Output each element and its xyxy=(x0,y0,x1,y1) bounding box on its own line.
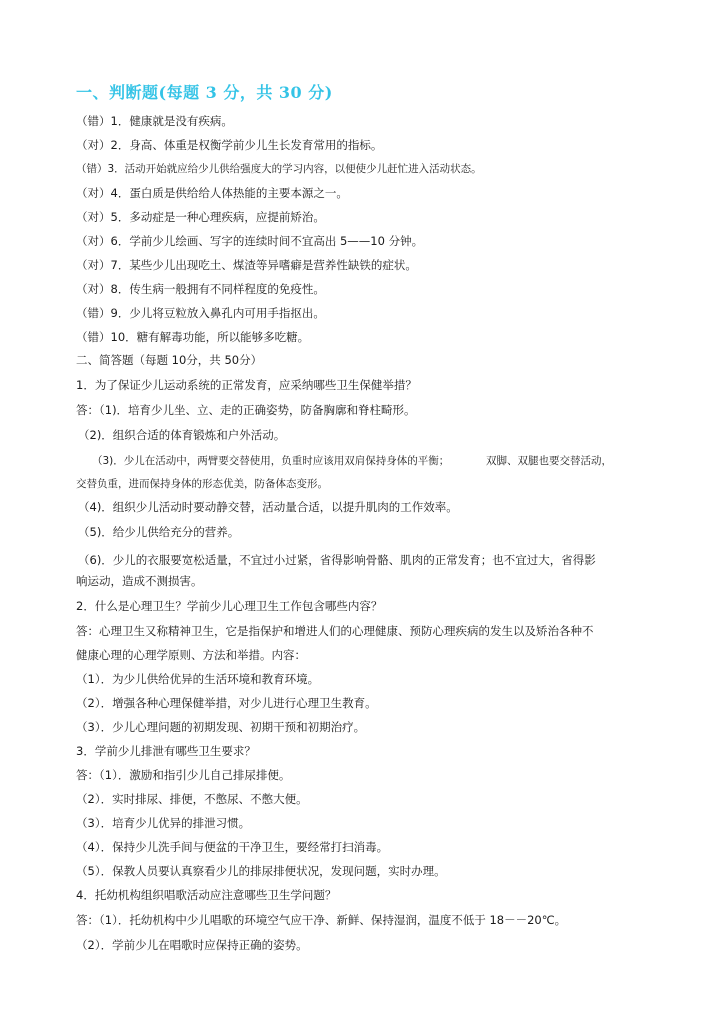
q3-answer-3: （3）．培育少儿优异的排泄习惯。 xyxy=(76,816,251,830)
q1-answer-5: （5)．给少儿供给充分的营养。 xyxy=(78,525,240,539)
q1-answer-6: （6)．少儿的衣服要宽松适量，不宜过小过紧，省得影响骨骼、肌肉的正常发育；也不宜过大，省得影 xyxy=(78,553,596,567)
section-title-short-answer: 二、简答题（每题 10分，共 50分） xyxy=(76,353,263,367)
q3-answer-4: （4）．保持少儿洗手间与便盆的干净卫生，要经常打扫消毒。 xyxy=(76,840,389,854)
q3-answer-2: （2）．实时排尿、排便，不憋尿、不憋大便。 xyxy=(76,792,308,806)
q3-answer-1: 答：（1）．激励和指引少儿自己排尿排便。 xyxy=(76,768,291,782)
q2-answer-2: （2）．增强各种心理保健举措，对少儿进行心理卫生教育。 xyxy=(76,696,377,710)
section-title-judgment: 一、判断题(每题 3 分，共 30 分) xyxy=(76,83,333,102)
judgment-item-10: （错）10．糖有解毒功能，所以能够多吃糖。 xyxy=(76,330,310,344)
judgment-item-6: （对）6．学前少儿绘画、写字的连续时间不宜高出 5——10 分钟。 xyxy=(76,234,424,248)
judgment-item-1: （错）1．健康就是没有疾病。 xyxy=(76,114,233,128)
q1-question: 1．为了保证少儿运动系统的正常发育，应采纳哪些卫生保健举措？ xyxy=(76,378,417,392)
q4-answer-1: 答：（1）．托幼机构中少儿唱歌的环境空气应干净、新鲜、保持湿润，温度不低于 18－－20℃。 xyxy=(76,913,567,927)
q3-question: 3．学前少儿排泄有哪些卫生要求？ xyxy=(76,744,256,758)
judgment-item-4: （对）4．蛋白质是供给给人体热能的主要本源之一。 xyxy=(76,186,348,200)
q2-question: 2．什么是心理卫生？学前少儿心理卫生工作包含哪些内容？ xyxy=(76,599,383,613)
q1-answer-4: （4)．组织少儿活动时要动静交替，活动量合适，以提升肌肉的工作效率。 xyxy=(78,500,458,514)
q1-answer-3-cont: 交替负重，进而保持身体的形态优美，防备体态变形。 xyxy=(76,478,328,490)
q1-answer-3-tail: 双脚、双腿也要交替活动， xyxy=(486,455,612,467)
judgment-item-9: （错）9．少儿将豆粒放入鼻孔内可用手指抠出。 xyxy=(76,306,325,320)
judgment-item-5: （对）5．多动症是一种心理疾病，应提前矫治。 xyxy=(76,210,325,224)
q1-answer-3: （3)．少儿在活动中，两臂要交替使用，负重时应该用双肩保持身体的平衡； xyxy=(92,455,450,467)
q4-answer-2: （2）．学前少儿在唱歌时应保持正确的姿势。 xyxy=(76,938,308,952)
q1-answer-1: 答：（1)．培育少儿坐、立、走的正确姿势，防备胸廓和脊柱畸形。 xyxy=(76,403,416,417)
q2-answer-3: （3）．少儿心理问题的初期发现、初期干预和初期治疗。 xyxy=(76,720,366,734)
q3-answer-5: （5）．保教人员要认真察看少儿的排尿排便状况，发现问题，实时办理。 xyxy=(76,864,446,878)
q2-answer-1: （1）．为少儿供给优异的生活环境和教育环境。 xyxy=(76,672,320,686)
q1-answer-2: （2)．组织合适的体育锻炼和户外活动。 xyxy=(78,428,286,442)
q1-answer-6-cont: 响运动，造成不测损害。 xyxy=(76,574,203,588)
judgment-item-3: （错）3．活动开始就应给少儿供给强度大的学习内容，以便使少儿赶忙进入活动状态。 xyxy=(76,163,482,175)
q2-answer: 答：心理卫生又称精神卫生，它是指保护和增进人们的心理健康、预防心理疾病的发生以及矫治各种不 xyxy=(76,624,594,638)
judgment-item-2: （对）2．身高、体重是权衡学前少儿生长发育常用的指标。 xyxy=(76,138,383,152)
judgment-item-7: （对）7．某些少儿出现吃土、煤渣等异嗜癖是营养性缺铁的症状。 xyxy=(76,258,417,272)
q2-answer-cont: 健康心理的心理学原则、方法和举措。内容： xyxy=(76,648,306,662)
q4-question: 4．托幼机构组织唱歌活动应注意哪些卫生学问题？ xyxy=(76,888,337,902)
judgment-item-8: （对）8．传生病一般拥有不同样程度的免疫性。 xyxy=(76,282,325,296)
